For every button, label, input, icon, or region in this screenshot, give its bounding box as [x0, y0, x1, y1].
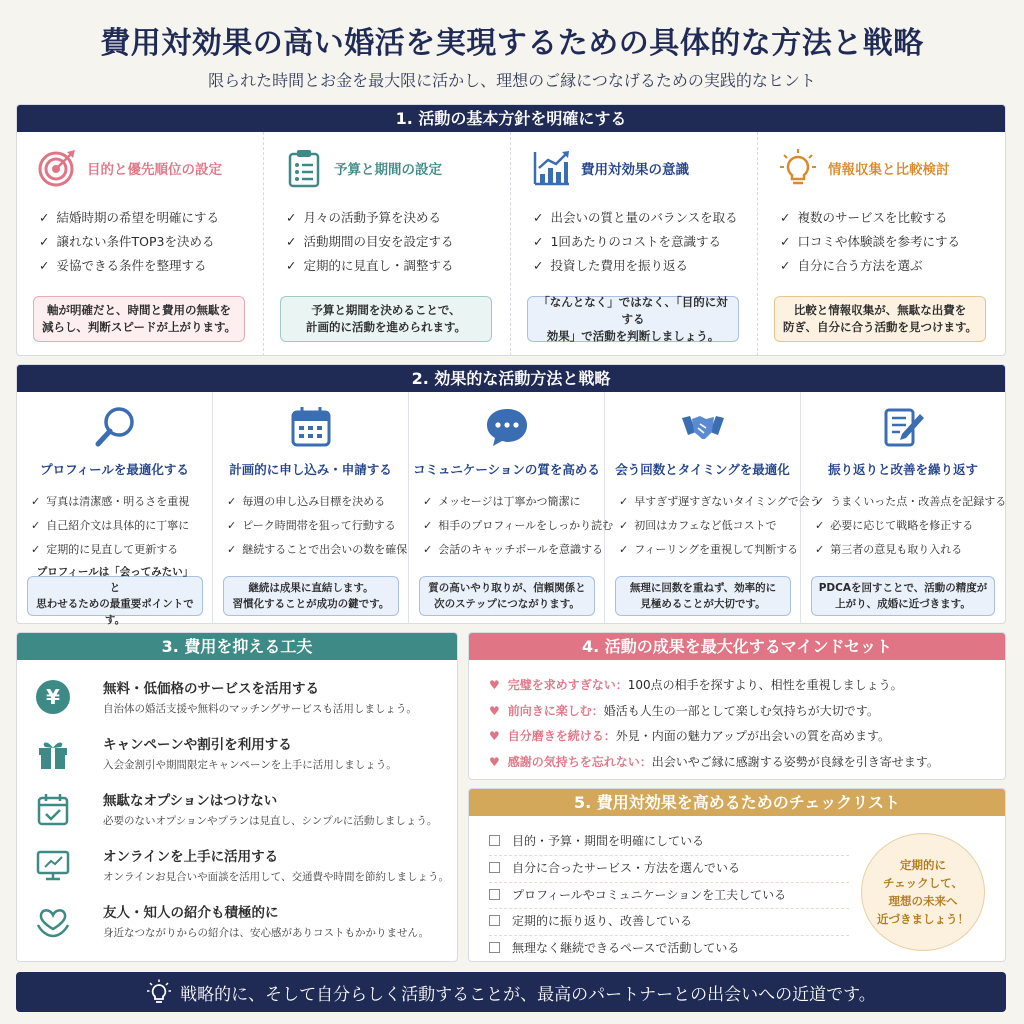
checklist-item: [489, 909, 849, 936]
section-mindset: [468, 632, 1006, 780]
section-title: 5. 費用対効果を高めるためのチェックリスト: [469, 789, 1005, 816]
heart-hands-icon: [35, 903, 71, 939]
list-item: ✓ ピーク時間帯を狙って行動する: [227, 514, 407, 538]
list-item: ✓ フィーリングを重視して判断する: [619, 538, 821, 562]
strategy-heading: 会う回数とタイミングを最適化: [615, 462, 790, 477]
chat-bubble-icon: [484, 404, 530, 450]
list-item: ✓ 会話のキャッチボールを意識する: [423, 538, 613, 562]
strategy-column: [213, 392, 409, 624]
checklist-item: [489, 856, 849, 883]
encouragement-bubble: 定期的に チェックして、 理想の未来へ 近づきましょう！: [861, 833, 985, 951]
policy-note: 「なんとなく」ではなく、「目的に対する 効果」で活動を判断しましょう。: [527, 296, 739, 342]
strategy-heading: 計画的に申し込み・申請する: [229, 462, 392, 477]
checklist-label: 自分に合ったサービス・方法を選んでいる: [512, 860, 741, 875]
list-item: ✓ 複数のサービスを比較する: [780, 206, 960, 230]
magnifier-icon: [92, 404, 138, 450]
list-item: ✓ 譲れない条件TOP3を決める: [39, 230, 219, 254]
checklist-label: 無理なく継続できるペースで活動している: [512, 941, 740, 956]
policy-column: [17, 132, 264, 356]
list-item: ✓ 必要に応じて戦略を修正する: [815, 514, 1006, 538]
policy-heading: 費用対効果の意識: [581, 162, 689, 178]
heart-icon: ♥: [489, 729, 500, 743]
section-title: 3. 費用を抑える工夫: [17, 633, 457, 660]
list-item: ✓ 結婚時期の希望を明確にする: [39, 206, 219, 230]
list-item: ✓ 定期的に見直し・調整する: [286, 254, 454, 278]
mindset-text: 出会いやご縁に感謝する姿勢が良縁を引き寄せます。: [651, 754, 939, 769]
list-item: ✓ 出会いの質と量のバランスを取る: [533, 206, 738, 230]
list-item: ✓ うまくいった点・改善点を記録する: [815, 490, 1006, 514]
list-item: ✓ 月々の活動予算を決める: [286, 206, 454, 230]
list-item: [489, 724, 939, 750]
list-item: ✓ 口コミや体験談を参考にする: [780, 230, 960, 254]
cost-tip: [35, 899, 455, 951]
mindset-text: 100点の相手を探すより、相性を重視しましょう。: [627, 678, 903, 692]
cost-tip: [35, 787, 455, 839]
policy-heading: 目的と優先順位の設定: [87, 162, 222, 178]
section-title: 1. 活動の基本方針を明確にする: [17, 105, 1005, 132]
checkbox[interactable]: [489, 835, 500, 846]
policy-column: [264, 132, 511, 356]
checklist-item: [489, 829, 849, 856]
checkbox[interactable]: [489, 889, 500, 900]
policy-column: [758, 132, 1005, 356]
cost-tip-heading: オンラインを上手に活用する: [103, 849, 279, 865]
page-title: 費用対効果の高い婚活を実現するための具体的な方法と戦略: [100, 26, 924, 61]
checkbox[interactable]: [489, 942, 500, 953]
strategy-column: [409, 392, 614, 624]
footer-banner: [16, 972, 1006, 1012]
strategy-note: プロフィールは「会ってみたい」と 思わせるための最重要ポイントです。: [27, 576, 203, 616]
section-cost-saving: [16, 632, 458, 962]
checklist-label: 定期的に振り返り、改善している: [512, 914, 693, 929]
heart-icon: ♥: [489, 703, 500, 718]
section-title: 4. 活動の成果を最大化するマインドセット: [469, 633, 1005, 660]
policy-heading: 予算と期間の設定: [334, 162, 442, 178]
handshake-icon: [680, 404, 726, 450]
list-item: ✓ 自分に合う方法を選ぶ: [780, 254, 960, 278]
list-item: ✓ 投資した費用を振り返る: [533, 254, 738, 278]
cost-tip: [35, 675, 455, 727]
list-item: [489, 673, 939, 699]
policy-note: 軸が明確だと、時間と費用の無駄を 減らし、判断スピードが上がります。: [33, 296, 245, 342]
strategy-heading: 振り返りと改善を繰り返す: [827, 462, 978, 477]
list-item: ✓ メッセージは丁寧かつ簡潔に: [423, 490, 613, 514]
target-icon: [37, 148, 77, 188]
heart-icon: ♥: [489, 754, 500, 769]
list-item: ✓ 写真は清潔感・明るさを重視: [31, 490, 189, 514]
list-item: ✓ 活動期間の目安を設定する: [286, 230, 454, 254]
bar-chart-icon: [531, 148, 571, 188]
checkbox[interactable]: [489, 862, 500, 873]
policy-note: 予算と期間を決めることで、 計画的に活動を進められます。: [280, 296, 492, 342]
notepad-pen-icon: [880, 404, 926, 450]
policy-heading: 情報収集と比較検討: [828, 162, 950, 178]
strategy-note: 質の高いやり取りが、信頼関係と 次のステップにつながります。: [419, 576, 595, 616]
section-checklist: [468, 788, 1006, 962]
footer-text: 戦略的に、そして自分らしく活動することが、最高のパートナーとの出会いへの近道です。: [180, 984, 876, 1005]
list-item: ✓ 相手のプロフィールをしっかり読む: [423, 514, 613, 538]
gift-icon: [35, 735, 71, 771]
list-item: ✓ 初回はカフェなど低コストで: [619, 514, 821, 538]
section-basic-policy: [16, 104, 1006, 356]
cost-tip: [35, 843, 455, 895]
lightbulb-icon: [146, 979, 172, 1005]
policy-note: 比較と情報収集が、無駄な出費を 防ぎ、自分に合う活動を見つけます。: [774, 296, 986, 342]
lightbulb-icon: [778, 148, 818, 188]
mindset-key: 自分磨きを続ける：: [507, 729, 616, 743]
cost-tip-heading: キャンペーンや割引を利用する: [103, 737, 292, 753]
cost-tip-heading: 友人・知人の紹介も積極的に: [103, 905, 279, 921]
mindset-text: 婚活も人生の一部として楽しむ気持ちが大切です。: [603, 703, 879, 718]
mindset-key: 感謝の気持ちを忘れない：: [507, 754, 652, 769]
strategy-note: 無理に回数を重ねず、効率的に 見極めることが大切です。: [615, 576, 791, 616]
checklist-item: [489, 936, 849, 962]
cost-tip-heading: 無料・低価格のサービスを活用する: [103, 681, 319, 697]
policy-column: [511, 132, 758, 356]
cost-tip-desc: オンラインお見合いや面談を活用して、交通費や時間を節約しましょう。: [103, 871, 449, 883]
list-item: ✓ 1回あたりのコストを意識する: [533, 230, 738, 254]
strategy-heading: プロフィールを最適化する: [40, 462, 189, 477]
strategy-column: [605, 392, 821, 624]
list-item: ✓ 自己紹介文は具体的に丁寧に: [31, 514, 189, 538]
strategy-column: [17, 392, 213, 624]
strategy-note: 継続は成果に直結します。 習慣化することが成功の鍵です。: [223, 576, 399, 616]
checklist-item: [489, 883, 849, 910]
yen-coin-icon: [35, 679, 71, 715]
calendar-check-icon: [35, 791, 71, 827]
list-item: ✓ 早すぎず遅すぎないタイミングで会う: [619, 490, 821, 514]
section-title: 2. 効果的な活動方法と戦略: [17, 365, 1005, 392]
cost-tip-heading: 無駄なオプションはつけない: [103, 793, 278, 809]
mindset-key: 前向きに楽しむ：: [507, 703, 604, 718]
cost-tip-desc: 身近なつながりからの紹介は、安心感がありコストもかかりません。: [103, 927, 430, 939]
mindset-key: 完璧を求めすぎない：: [507, 678, 628, 692]
list-item: ✓ 毎週の申し込み目標を決める: [227, 490, 407, 514]
list-item: ✓ 定期的に見直して更新する: [31, 538, 189, 562]
strategy-note: PDCAを回すことで、活動の精度が 上がり、成婚に近づきます。: [811, 576, 995, 616]
svg-text:¥: ¥: [46, 685, 60, 709]
checklist-label: 目的・予算・期間を明確にしている: [512, 834, 705, 848]
clipboard-icon: [284, 148, 324, 188]
list-item: [489, 699, 939, 725]
calendar-icon: [288, 404, 334, 450]
list-item: [489, 750, 939, 776]
cost-tip-desc: 自治体の婚活支援や無料のマッチングサービスも活用しましょう。: [103, 703, 417, 715]
monitor-icon: [35, 847, 71, 883]
list-item: ✓ 継続することで出会いの数を確保: [227, 538, 407, 562]
heart-icon: ♥: [489, 678, 500, 692]
section-strategy: [16, 364, 1006, 624]
cost-tip-desc: 入会金割引や期間限定キャンペーンを上手に活用しましょう。: [103, 759, 397, 771]
cost-tip-desc: 必要のないオプションやプランは見直し、シンプルに活動しましょう。: [103, 815, 438, 827]
list-item: ✓ 第三者の意見も取り入れる: [815, 538, 1006, 562]
cost-tip: [35, 731, 455, 783]
strategy-heading: コミュニケーションの質を高める: [413, 462, 600, 477]
strategy-column: [801, 392, 1005, 624]
checkbox[interactable]: [489, 915, 500, 926]
page-subtitle: 限られた時間とお金を最大限に活かし、理想のご縁につなげるための実践的なヒント: [208, 71, 816, 90]
list-item: ✓ 妥協できる条件を整理する: [39, 254, 219, 278]
checklist-label: プロフィールやコミュニケーションを工夫している: [512, 887, 787, 902]
mindset-text: 外見・内面の魅力アップが出会いの質を高めます。: [615, 729, 890, 743]
